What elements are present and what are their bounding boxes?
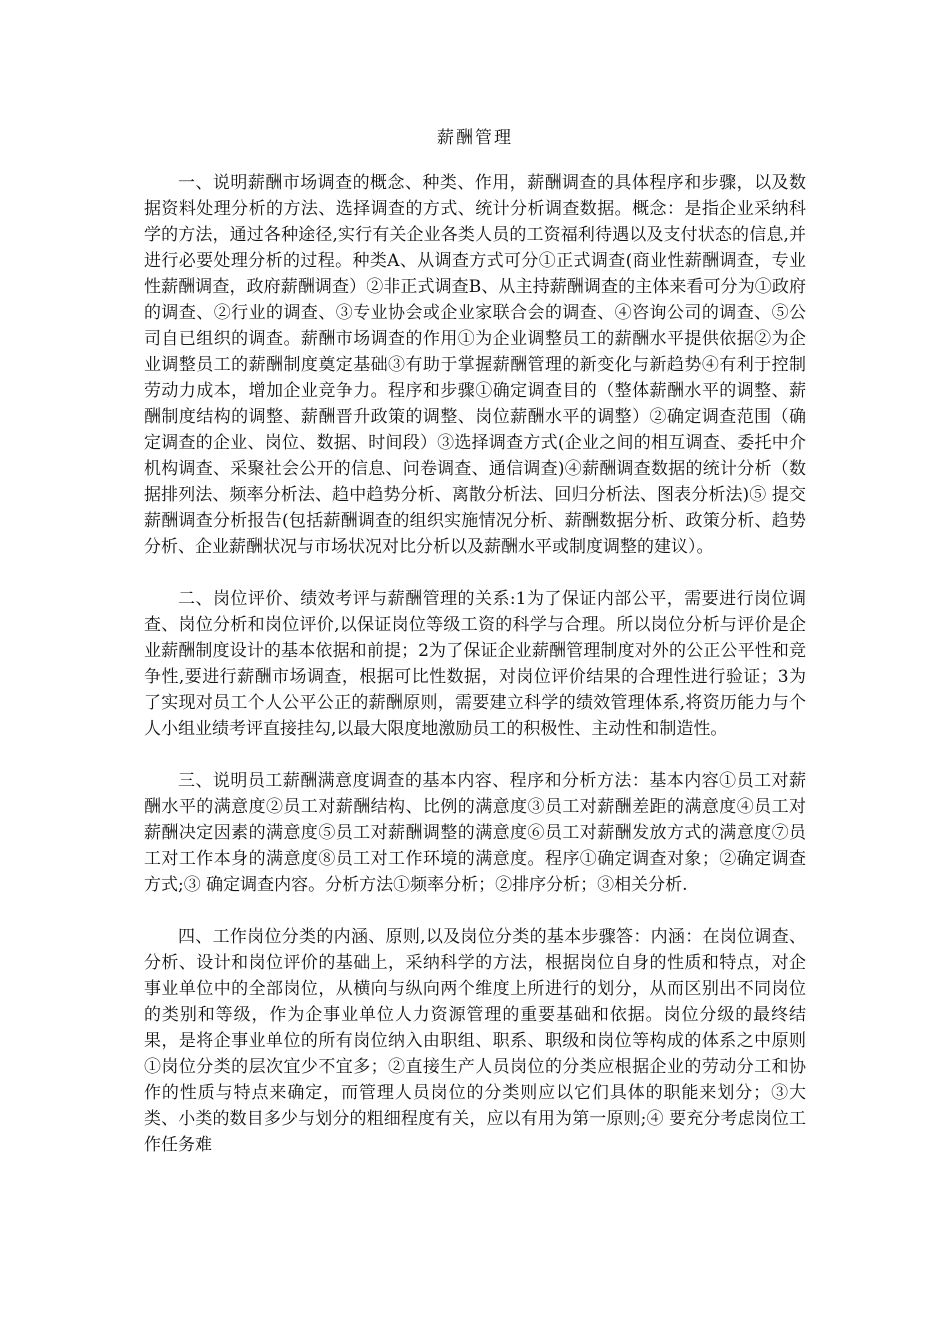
document-body <box>144 170 806 1184</box>
paragraph-evaluation-relationship: 二、岗位评价、绩效考评与薪酬管理的关系:1为了保证内部公平，需要进行岗位调查、岗位分析和岗位评价,以保证岗位等级工资的科学与合理。所以岗位分析与评价是企业薪酬制度设计的基本依据和前提；2为了保证企业薪酬管理制度对外的公正公平性和竞争性,要进行薪酬市场调查，根据可比性数据，对岗位评价结果的合理性进行验证；3为了实现对员工个人公平公正的薪酬原则，需要建立科学的绩效管理体系,将资历能力与个人小组业绩考评直接挂勾,以最大限度地激励员工的积极性、主动性和制造性。 <box>144 589 806 739</box>
paragraph-salary-survey: 一、说明薪酬市场调查的概念、种类、作用，薪酬调查的具体程序和步骤，以及数据资料处理分析的方法、选择调查的方式、统计分析调查数据。概念：是指企业采纳科学的方法，通过各种途径,实行有关企业各类人员的工资福利待遇以及支付状态的信息,并进行必要处理分析的过程。种类A、从调查方式可分①正式调查(商业性薪酬调查，专业性薪酬调查，政府薪酬调查）②非正式调查B、从主持薪酬调查的主体来看可分为①政府的调查、②行业的调查、③专业协会或企业家联合会的调查、④咨询公司的调查、⑤公司自已组织的调查。薪酬市场调查的作用①为企业调整员工的薪酬水平提供依据②为企业调整员工的薪酬制度奠定基础③有助于掌握薪酬管理的新变化与新趋势④有利于控制劳动力成本，增加企业竞争力。程序和步骤①确定调查目的（整体薪酬水平的调整、薪酬制度结构的调整、薪酬晋升政策的调整、岗位薪酬水平的调整）②确定调查范围（确定调查的企业、岗位、数据、时间段）③选择调查方式(企业之间的相互调查、委托中介机构调查、采聚社会公开的信息、问卷调查、通信调查)④薪酬调查数据的统计分析（数据排列法、频率分析法、趋中趋势分析、离散分析法、回归分析法、图表分析法)⑤ 提交薪酬调查分析报告(包括薪酬调查的组织实施情况分析、薪酬数据分析、政策分析、趋势分析、企业薪酬状况与市场状况对比分析以及薪酬水平或制度调整的建议）。 <box>144 173 806 557</box>
document-title: 薪酬管理 <box>437 128 513 148</box>
paragraph-job-classification: 四、工作岗位分类的内涵、原则,以及岗位分类的基本步骤答：内涵：在岗位调查、分析、设计和岗位评价的基础上，采纳科学的方法，根据岗位自身的性质和特点，对企事业单位中的全部岗位，从横向与纵向两个维度上所进行的划分，从而区别出不同岗位的类别和等级，作为企事业单位人力资源管理的重要基础和依据。岗位分级的最终结果，是将企事业单位的所有岗位纳入由职组、职系、职级和岗位等构成的体系之中原则①岗位分类的层次宜少不宜多；②直接生产人员岗位的分类应根据企业的劳动分工和协作的性质与特点来确定，而管理人员岗位的分类则应以它们具体的职能来划分；③大类、小类的数目多少与划分的粗细程度有关，应以有用为第一原则;④ 要充分考虑岗位工作任务难 <box>144 927 806 1155</box>
paragraph-satisfaction-survey: 三、说明员工薪酬满意度调查的基本内容、程序和分析方法：基本内容①员工对薪酬水平的满意度②员工对薪酬结构、比例的满意度③员工对薪酬差距的满意度④员工对薪酬决定因素的满意度⑤员工对薪酬调整的满意度⑥员工对薪酬发放方式的满意度⑦员工对工作本身的满意度⑧员工对工作环境的满意度。程序①确定调查对象；②确定调查方式;③ 确定调查内容。分析方法①频率分析；②排序分析；③相关分析. <box>144 771 806 895</box>
